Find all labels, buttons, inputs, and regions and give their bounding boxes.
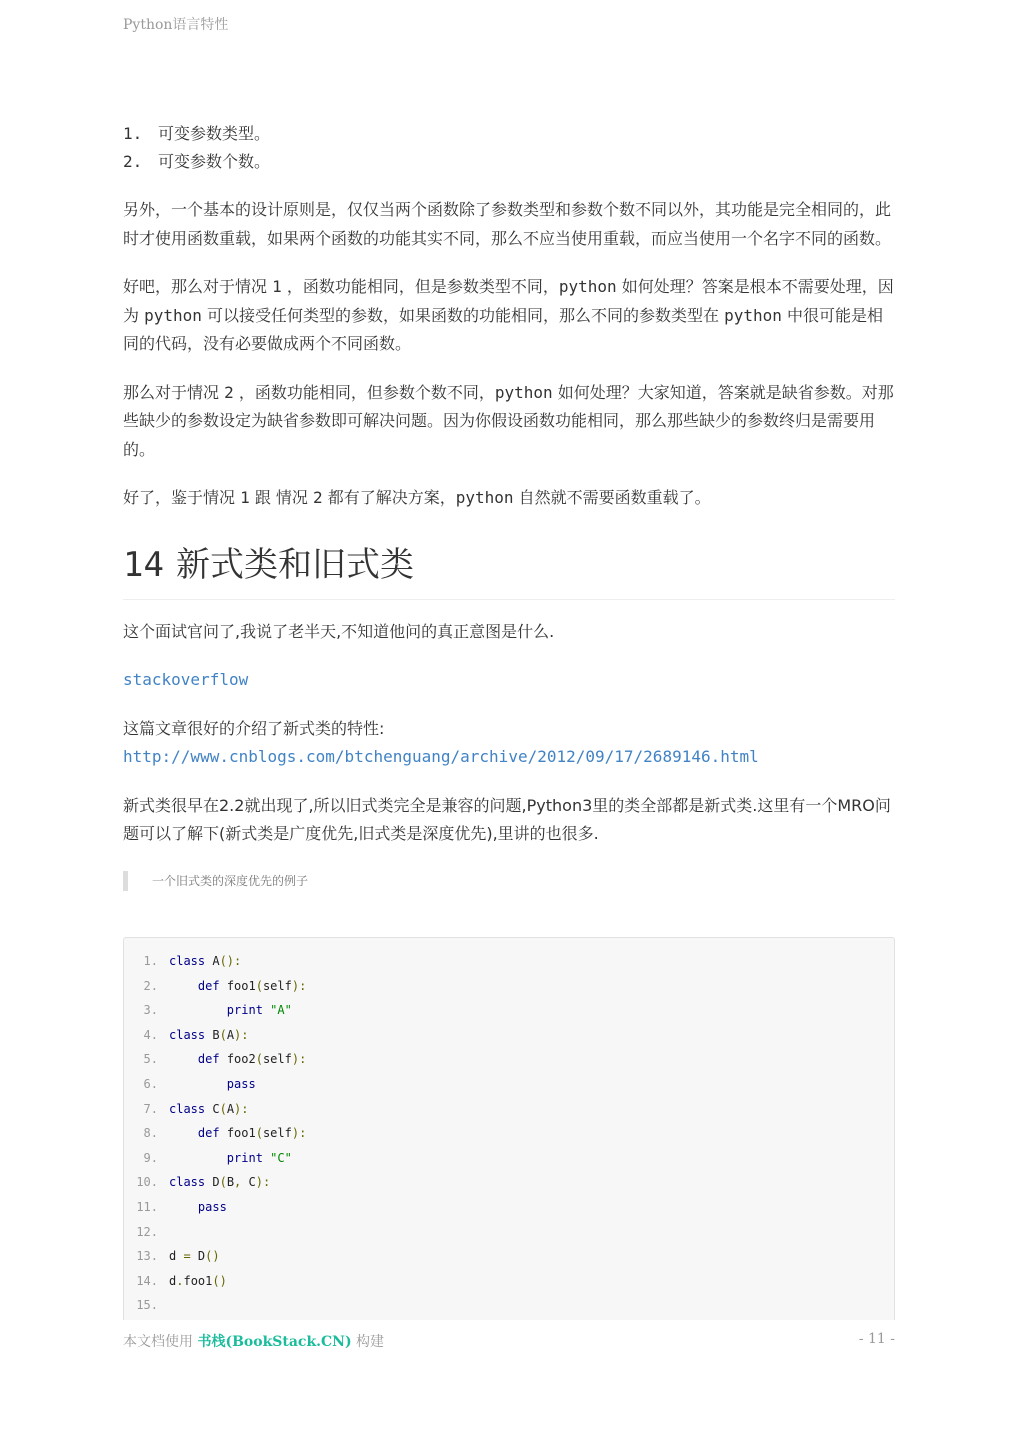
code-line xyxy=(124,1293,894,1318)
line-number: 11. xyxy=(136,1199,158,1214)
stackoverflow-link[interactable]: stackoverflow xyxy=(123,670,249,689)
code-token xyxy=(169,1052,198,1066)
code-token: ( xyxy=(219,1175,227,1190)
code-line xyxy=(124,949,894,974)
code-token: = xyxy=(183,1249,191,1264)
line-number: 8. xyxy=(143,1126,158,1141)
code-token: ): xyxy=(291,1052,307,1067)
code-token: D xyxy=(190,1249,206,1264)
code-token: ( xyxy=(255,978,263,993)
list-text: 可变参数个数。 xyxy=(158,152,271,171)
line-number: 9. xyxy=(143,1150,158,1165)
code-token: foo1 xyxy=(219,1126,256,1141)
paragraph-conclusion: 好了，鉴于情况 1 跟 情况 2 都有了解决方案，python 自然就不需要函数重载了。 xyxy=(123,488,711,507)
code-token: def xyxy=(197,978,220,993)
code-token: ( xyxy=(255,1126,263,1141)
code-token: A xyxy=(205,954,220,968)
code-token: class xyxy=(169,1027,206,1042)
code-token: ): xyxy=(234,1101,249,1116)
code-token: D xyxy=(205,1175,220,1190)
code-line xyxy=(124,1269,894,1294)
document-body xyxy=(123,120,895,891)
ordered-list xyxy=(123,120,895,176)
code-line xyxy=(124,1170,894,1195)
code-token: () xyxy=(205,1249,220,1264)
footer-suffix: 构建 xyxy=(351,1334,385,1350)
article-text: 这篇文章很好的介绍了新式类的特性: xyxy=(123,718,385,738)
code-token xyxy=(169,1003,227,1017)
code-token: ( xyxy=(219,1101,227,1116)
section-number: 14 xyxy=(123,544,164,585)
code-token: , xyxy=(234,1175,242,1190)
footer-prefix: 本文档使用 xyxy=(123,1334,198,1350)
line-number: 12. xyxy=(136,1224,158,1239)
code-token xyxy=(169,1077,227,1091)
code-token: class xyxy=(169,954,206,968)
code-token: "A" xyxy=(270,1003,292,1018)
code-token: C xyxy=(205,1101,220,1116)
code-token: self xyxy=(262,978,292,993)
section-title: 新式类和旧式类 xyxy=(175,544,414,585)
paragraph-new-style-classes: 新式类很早在2.2就出现了,所以旧式类完全是兼容的问题,Python3里的类全部都是新式类.这里有一个MRO问题可以了解下(新式类是广度优先,旧式类是深度优先),里讲的也很多. xyxy=(123,795,891,843)
code-token: pass xyxy=(197,1199,227,1214)
code-token: ( xyxy=(255,1052,263,1067)
code-token: d xyxy=(169,1249,184,1264)
code-line xyxy=(124,1023,894,1048)
code-token: ): xyxy=(291,978,307,993)
code-token: (): xyxy=(219,954,242,968)
code-token: ): xyxy=(255,1175,271,1190)
line-number: 2. xyxy=(143,978,158,993)
code-token: B xyxy=(205,1027,220,1042)
code-token: () xyxy=(212,1273,227,1288)
blockquote-note: 一个旧式类的深度优先的例子 xyxy=(123,871,895,891)
code-line xyxy=(124,1195,894,1220)
line-number: 3. xyxy=(143,1003,158,1018)
paragraph-stackoverflow xyxy=(123,666,895,695)
cnblogs-link[interactable]: http://www.cnblogs.com/btchenguang/archive/2012/09/17/2689146.html xyxy=(123,747,759,766)
list-number: 1. xyxy=(123,124,143,143)
line-number: 1. xyxy=(143,954,158,968)
list-text: 可变参数类型。 xyxy=(158,124,271,143)
code-token: def xyxy=(197,1126,220,1141)
line-number: 6. xyxy=(143,1076,158,1091)
code-line xyxy=(124,1097,894,1122)
code-line xyxy=(124,1220,894,1245)
code-token: self xyxy=(262,1126,292,1141)
code-token: print xyxy=(226,1150,263,1165)
list-item xyxy=(123,148,895,176)
paragraph-case-1: 好吧，那么对于情况 1 ，函数功能相同，但是参数类型不同，python 如何处理？答案是根本不需要处理，因为 python 可以接受任何类型的参数，如果函数的功能相同，那么不同的参数类型在 python 中很可能是相同的代码，没有必要做成两个不同函数。 xyxy=(123,277,894,353)
line-number: 7. xyxy=(143,1101,158,1116)
code-token: foo2 xyxy=(219,1052,256,1067)
code-token: "C" xyxy=(270,1150,292,1165)
code-token xyxy=(169,979,198,993)
paragraph-article xyxy=(123,715,895,772)
line-number: 13. xyxy=(136,1249,158,1264)
code-token: class xyxy=(169,1175,206,1190)
code-line xyxy=(124,974,894,999)
code-token: ): xyxy=(291,1126,307,1141)
line-number: 4. xyxy=(143,1027,158,1042)
code-token: self xyxy=(262,1052,292,1067)
bookstack-brand-link[interactable]: 书栈(BookStack.CN) xyxy=(197,1334,352,1350)
paragraph-case-2: 那么对于情况 2 ，函数功能相同，但参数个数不同，python 如何处理？大家知道，答案就是缺省参数。对那些缺少的参数设定为缺省参数即可解决问题。因为你假设函数功能相同，那么那些缺少的参数终归是需要用的。 xyxy=(123,382,894,459)
code-lines xyxy=(124,938,894,1318)
code-token xyxy=(169,1200,198,1214)
code-block xyxy=(123,937,895,1320)
line-number: 15. xyxy=(136,1298,158,1313)
list-number: 2. xyxy=(123,152,143,171)
page-header-title: Python语言特性 xyxy=(123,17,229,33)
code-line xyxy=(124,1072,894,1097)
code-line xyxy=(124,1047,894,1072)
line-number: 14. xyxy=(136,1273,158,1288)
paragraph-interview: 这个面试官问了,我说了老半天,不知道他问的真正意图是什么. xyxy=(123,621,555,641)
code-line xyxy=(124,1121,894,1146)
code-token: print xyxy=(226,1003,263,1018)
code-line xyxy=(124,998,894,1023)
code-token: . xyxy=(176,1273,184,1288)
code-token: foo1 xyxy=(219,978,256,993)
code-token xyxy=(169,1151,227,1165)
line-number: 10. xyxy=(136,1175,158,1190)
code-token: ( xyxy=(219,1027,227,1042)
code-token: foo1 xyxy=(183,1273,213,1288)
code-token xyxy=(169,1126,198,1140)
code-line xyxy=(124,1146,894,1171)
section-heading xyxy=(123,543,895,600)
line-number: 5. xyxy=(143,1052,158,1067)
page-number: - 11 - xyxy=(858,1331,895,1347)
paragraph-overload-principle: 另外，一个基本的设计原则是，仅仅当两个函数除了参数类型和参数个数不同以外，其功能是完全相同的，此时才使用函数重载，如果两个函数的功能其实不同，那么不应当使用重载，而应当使用一个名字不同的函数。 xyxy=(123,200,892,248)
code-token: ): xyxy=(234,1027,249,1042)
page-footer xyxy=(123,1331,895,1351)
code-token: pass xyxy=(226,1076,256,1091)
code-token: C xyxy=(241,1175,256,1190)
code-token: A xyxy=(226,1101,235,1116)
code-line xyxy=(124,1244,894,1269)
code-token: B xyxy=(226,1175,235,1190)
code-token: A xyxy=(226,1027,235,1042)
code-token: class xyxy=(169,1101,206,1116)
code-token: def xyxy=(197,1052,220,1067)
list-item xyxy=(123,120,895,148)
code-token: d xyxy=(169,1273,177,1288)
